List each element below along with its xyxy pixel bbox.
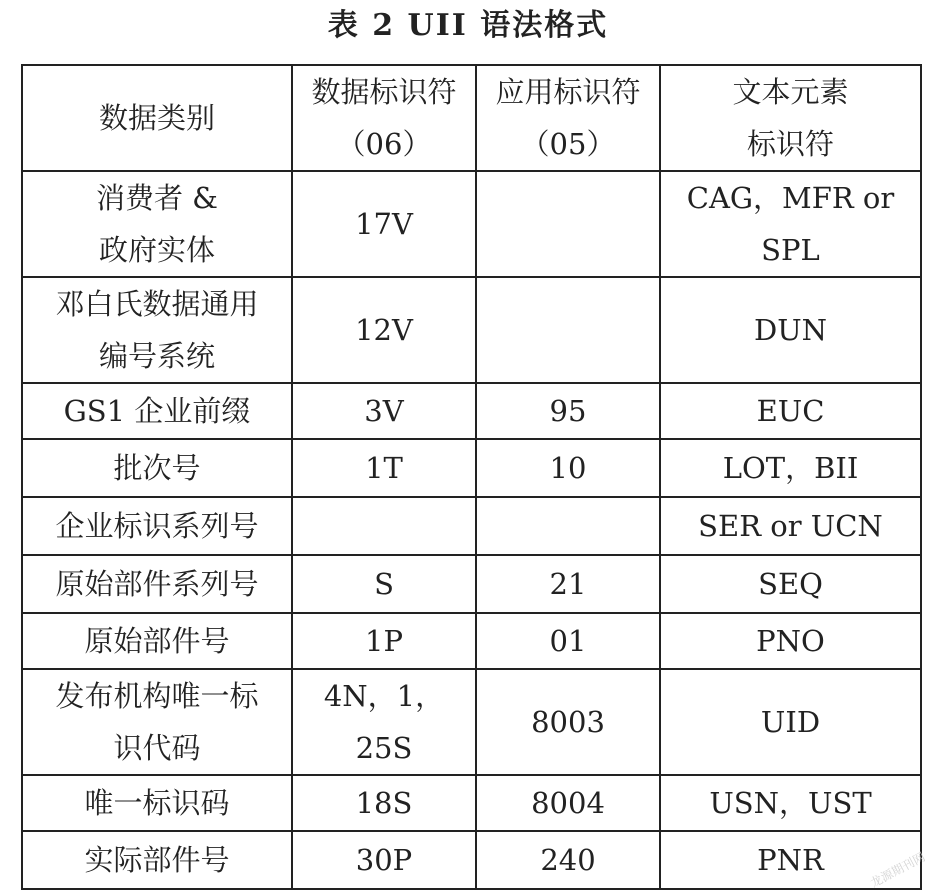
table-row bbox=[22, 277, 921, 383]
cell-text-element-identifier bbox=[660, 439, 921, 497]
cell-text: GS1 企业前缀 bbox=[63, 394, 251, 428]
cell-application-identifier bbox=[476, 439, 660, 497]
cell-text: 95 bbox=[549, 394, 587, 428]
cell-text: 01 bbox=[549, 624, 587, 658]
cell-text: SEQ bbox=[758, 567, 823, 601]
cell-text-element-identifier bbox=[660, 555, 921, 613]
cell-text: 唯一标识码 bbox=[84, 786, 230, 820]
cell-text: 240 bbox=[540, 843, 596, 877]
cell-category bbox=[22, 613, 292, 669]
cell-text: 3V bbox=[364, 394, 404, 428]
cell-text: 1P bbox=[365, 624, 403, 658]
cell-text: 消费者 & bbox=[95, 181, 219, 215]
cell-category bbox=[22, 669, 292, 775]
cell-application-identifier bbox=[476, 383, 660, 439]
table-row bbox=[22, 831, 921, 889]
cell-text: 实际部件号 bbox=[84, 843, 230, 877]
cell-text: 12V bbox=[355, 313, 413, 347]
cell-application-identifier bbox=[476, 613, 660, 669]
cell-text: LOT，BII bbox=[722, 451, 859, 485]
cell-text: PNO bbox=[756, 624, 825, 658]
cell-text-element-identifier bbox=[660, 775, 921, 831]
header-cell-text-element-identifier bbox=[660, 65, 921, 171]
cell-text: SER or UCN bbox=[698, 509, 883, 543]
cell-text: 企业标识系列号 bbox=[55, 509, 259, 543]
cell-text: 发布机构唯一标 bbox=[55, 679, 259, 713]
cell-text: 4N，1， bbox=[323, 679, 445, 713]
cell-text: 标识符 bbox=[746, 127, 834, 161]
table-row bbox=[22, 439, 921, 497]
table-row bbox=[22, 775, 921, 831]
cell-text: CAG，MFR or bbox=[686, 181, 895, 215]
cell-text: EUC bbox=[756, 394, 825, 428]
table-row bbox=[22, 383, 921, 439]
uii-syntax-table bbox=[21, 64, 922, 890]
cell-category bbox=[22, 383, 292, 439]
cell-category bbox=[22, 277, 292, 383]
header-cell-application-identifier bbox=[476, 65, 660, 171]
cell-text: 30P bbox=[355, 843, 413, 877]
cell-text: 文本元素 bbox=[732, 75, 849, 109]
cell-data-identifier bbox=[292, 775, 476, 831]
cell-text: 识代码 bbox=[113, 731, 201, 765]
cell-application-identifier bbox=[476, 775, 660, 831]
cell-text-element-identifier bbox=[660, 669, 921, 775]
cell-text: 数据类别 bbox=[98, 101, 215, 135]
cell-text: 8003 bbox=[531, 705, 605, 739]
cell-category bbox=[22, 439, 292, 497]
cell-data-identifier bbox=[292, 171, 476, 277]
cell-data-identifier bbox=[292, 383, 476, 439]
cell-text: PNR bbox=[757, 843, 824, 877]
header-row bbox=[22, 65, 921, 171]
cell-data-identifier bbox=[292, 555, 476, 613]
table-row bbox=[22, 669, 921, 775]
cell-category bbox=[22, 171, 292, 277]
cell-application-identifier bbox=[476, 555, 660, 613]
cell-text: 25S bbox=[355, 731, 413, 765]
cell-text: 21 bbox=[549, 567, 587, 601]
cell-text: USN，UST bbox=[709, 786, 872, 820]
cell-application-identifier bbox=[476, 497, 660, 555]
cell-text: 18S bbox=[355, 786, 413, 820]
table-row bbox=[22, 497, 921, 555]
cell-text-element-identifier bbox=[660, 277, 921, 383]
cell-text: 数据标识符 bbox=[311, 75, 457, 109]
cell-category bbox=[22, 497, 292, 555]
watermark: 龙源期刊网 bbox=[867, 849, 928, 891]
cell-text: 17V bbox=[355, 207, 413, 241]
cell-text: （05） bbox=[520, 127, 616, 161]
table-caption: 表 2 UII 语法格式 bbox=[327, 8, 609, 43]
cell-application-identifier bbox=[476, 831, 660, 889]
cell-text: UID bbox=[760, 705, 821, 739]
cell-text: 编号系统 bbox=[98, 339, 215, 373]
cell-text-element-identifier bbox=[660, 171, 921, 277]
cell-category bbox=[22, 831, 292, 889]
cell-category bbox=[22, 775, 292, 831]
header-cell-data-identifier bbox=[292, 65, 476, 171]
cell-text: DUN bbox=[753, 313, 828, 347]
cell-text-element-identifier bbox=[660, 613, 921, 669]
table-row bbox=[22, 613, 921, 669]
cell-data-identifier bbox=[292, 831, 476, 889]
cell-text: SPL bbox=[761, 233, 820, 267]
cell-text: S bbox=[374, 567, 394, 601]
table-row bbox=[22, 555, 921, 613]
cell-text-element-identifier bbox=[660, 497, 921, 555]
cell-application-identifier bbox=[476, 669, 660, 775]
cell-data-identifier bbox=[292, 613, 476, 669]
cell-text: 邓白氏数据通用 bbox=[55, 287, 259, 321]
cell-text: 应用标识符 bbox=[495, 75, 641, 109]
cell-text: 1T bbox=[365, 451, 403, 485]
header-cell-category bbox=[22, 65, 292, 171]
cell-application-identifier bbox=[476, 277, 660, 383]
cell-text: （06） bbox=[336, 127, 432, 161]
cell-category bbox=[22, 555, 292, 613]
cell-data-identifier bbox=[292, 439, 476, 497]
cell-application-identifier bbox=[476, 171, 660, 277]
cell-text: 原始部件号 bbox=[84, 624, 230, 658]
cell-text: 10 bbox=[549, 451, 587, 485]
cell-text: 政府实体 bbox=[98, 233, 215, 267]
cell-data-identifier bbox=[292, 277, 476, 383]
cell-text-element-identifier bbox=[660, 383, 921, 439]
cell-data-identifier bbox=[292, 497, 476, 555]
cell-text: 原始部件系列号 bbox=[55, 567, 259, 601]
table-row bbox=[22, 171, 921, 277]
cell-text: 8004 bbox=[531, 786, 605, 820]
cell-text: 批次号 bbox=[113, 451, 201, 485]
cell-data-identifier bbox=[292, 669, 476, 775]
